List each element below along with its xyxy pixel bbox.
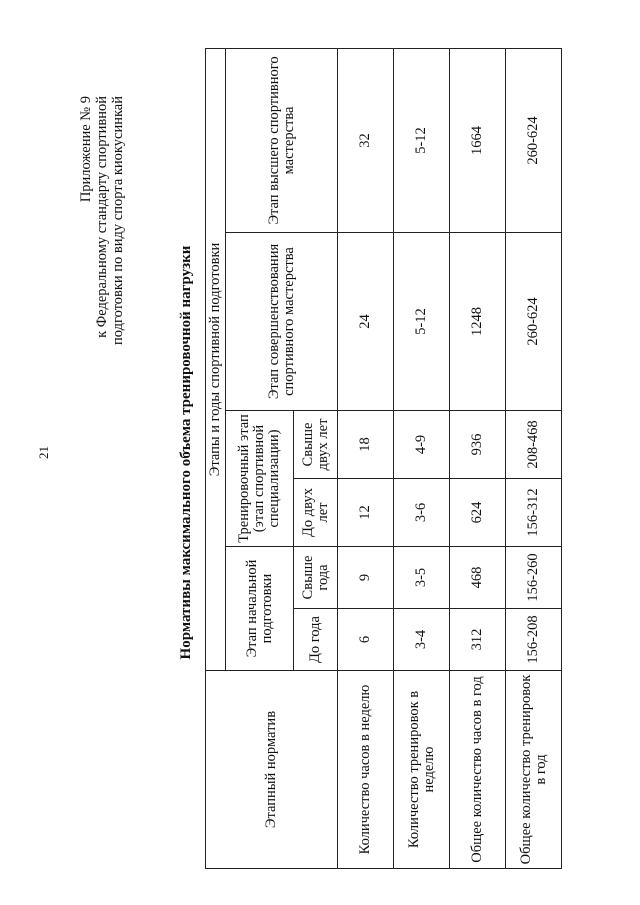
table-row xyxy=(338,48,394,868)
table-cell: 208-468 xyxy=(506,411,562,479)
group-higher-header: Этап высшего спортивного мастерства xyxy=(226,48,338,232)
table-cell: 156-312 xyxy=(506,479,562,547)
table-cell: 624 xyxy=(450,479,506,547)
table-cell: 1248 xyxy=(450,233,506,411)
table-cell: 936 xyxy=(450,411,506,479)
norm-column-header: Этапный норматив xyxy=(206,671,338,869)
table-cell: 4-9 xyxy=(394,411,450,479)
page-number: 21 xyxy=(36,446,51,459)
table-row xyxy=(506,48,562,868)
table-cell: 312 xyxy=(450,609,506,671)
appendix-line-1: Приложение № 9 xyxy=(78,96,94,203)
table-cell: 9 xyxy=(338,547,394,609)
sub-initial-2: Свыше года xyxy=(294,547,338,609)
table-row xyxy=(450,48,506,868)
table-cell: 12 xyxy=(338,479,394,547)
table-cell: 5-12 xyxy=(394,233,450,411)
table-cell: 3-4 xyxy=(394,609,450,671)
table-cell: 32 xyxy=(338,48,394,232)
norms-table xyxy=(205,48,562,869)
table-cell: 156-260 xyxy=(506,547,562,609)
stages-header: Этапы и годы спортивной подготовки xyxy=(206,48,226,670)
header-row-stages xyxy=(206,48,226,868)
group-improvement-header: Этап совершенствования спортивного мастерства xyxy=(226,233,338,411)
group-training-header: Тренировочный этап (этап спортивной специализации) xyxy=(226,411,294,547)
row-label: Количество часов в неделю xyxy=(338,671,394,869)
appendix-line-3: подготовки по виду спорта киокусинкай xyxy=(110,96,126,345)
sub-training-1: До двух лет xyxy=(294,479,338,547)
appendix-header xyxy=(78,96,126,345)
table-row xyxy=(394,48,450,868)
row-label: Количество тренировок в неделю xyxy=(394,671,450,869)
table-cell: 6 xyxy=(338,609,394,671)
group-initial-header: Этап начальной подготовки xyxy=(226,547,294,671)
table-cell: 3-6 xyxy=(394,479,450,547)
table-cell: 260-624 xyxy=(506,233,562,411)
sub-initial-1: До года xyxy=(294,609,338,671)
appendix-line-2: к Федеральному стандарту спортивной xyxy=(94,96,110,338)
table-cell: 18 xyxy=(338,411,394,479)
sub-training-2: Свыше двух лет xyxy=(294,411,338,479)
table-cell: 1664 xyxy=(450,48,506,232)
table-cell: 468 xyxy=(450,547,506,609)
row-label: Общее количество тренировок в год xyxy=(506,671,562,869)
table-cell: 5-12 xyxy=(394,48,450,232)
table-cell: 156-208 xyxy=(506,609,562,671)
table-cell: 24 xyxy=(338,233,394,411)
document-title: Нормативы максимального объема тренировочной нагрузки xyxy=(178,245,194,660)
table-cell: 260-624 xyxy=(506,48,562,232)
table-cell: 3-5 xyxy=(394,547,450,609)
row-label: Общее количество часов в год xyxy=(450,671,506,869)
